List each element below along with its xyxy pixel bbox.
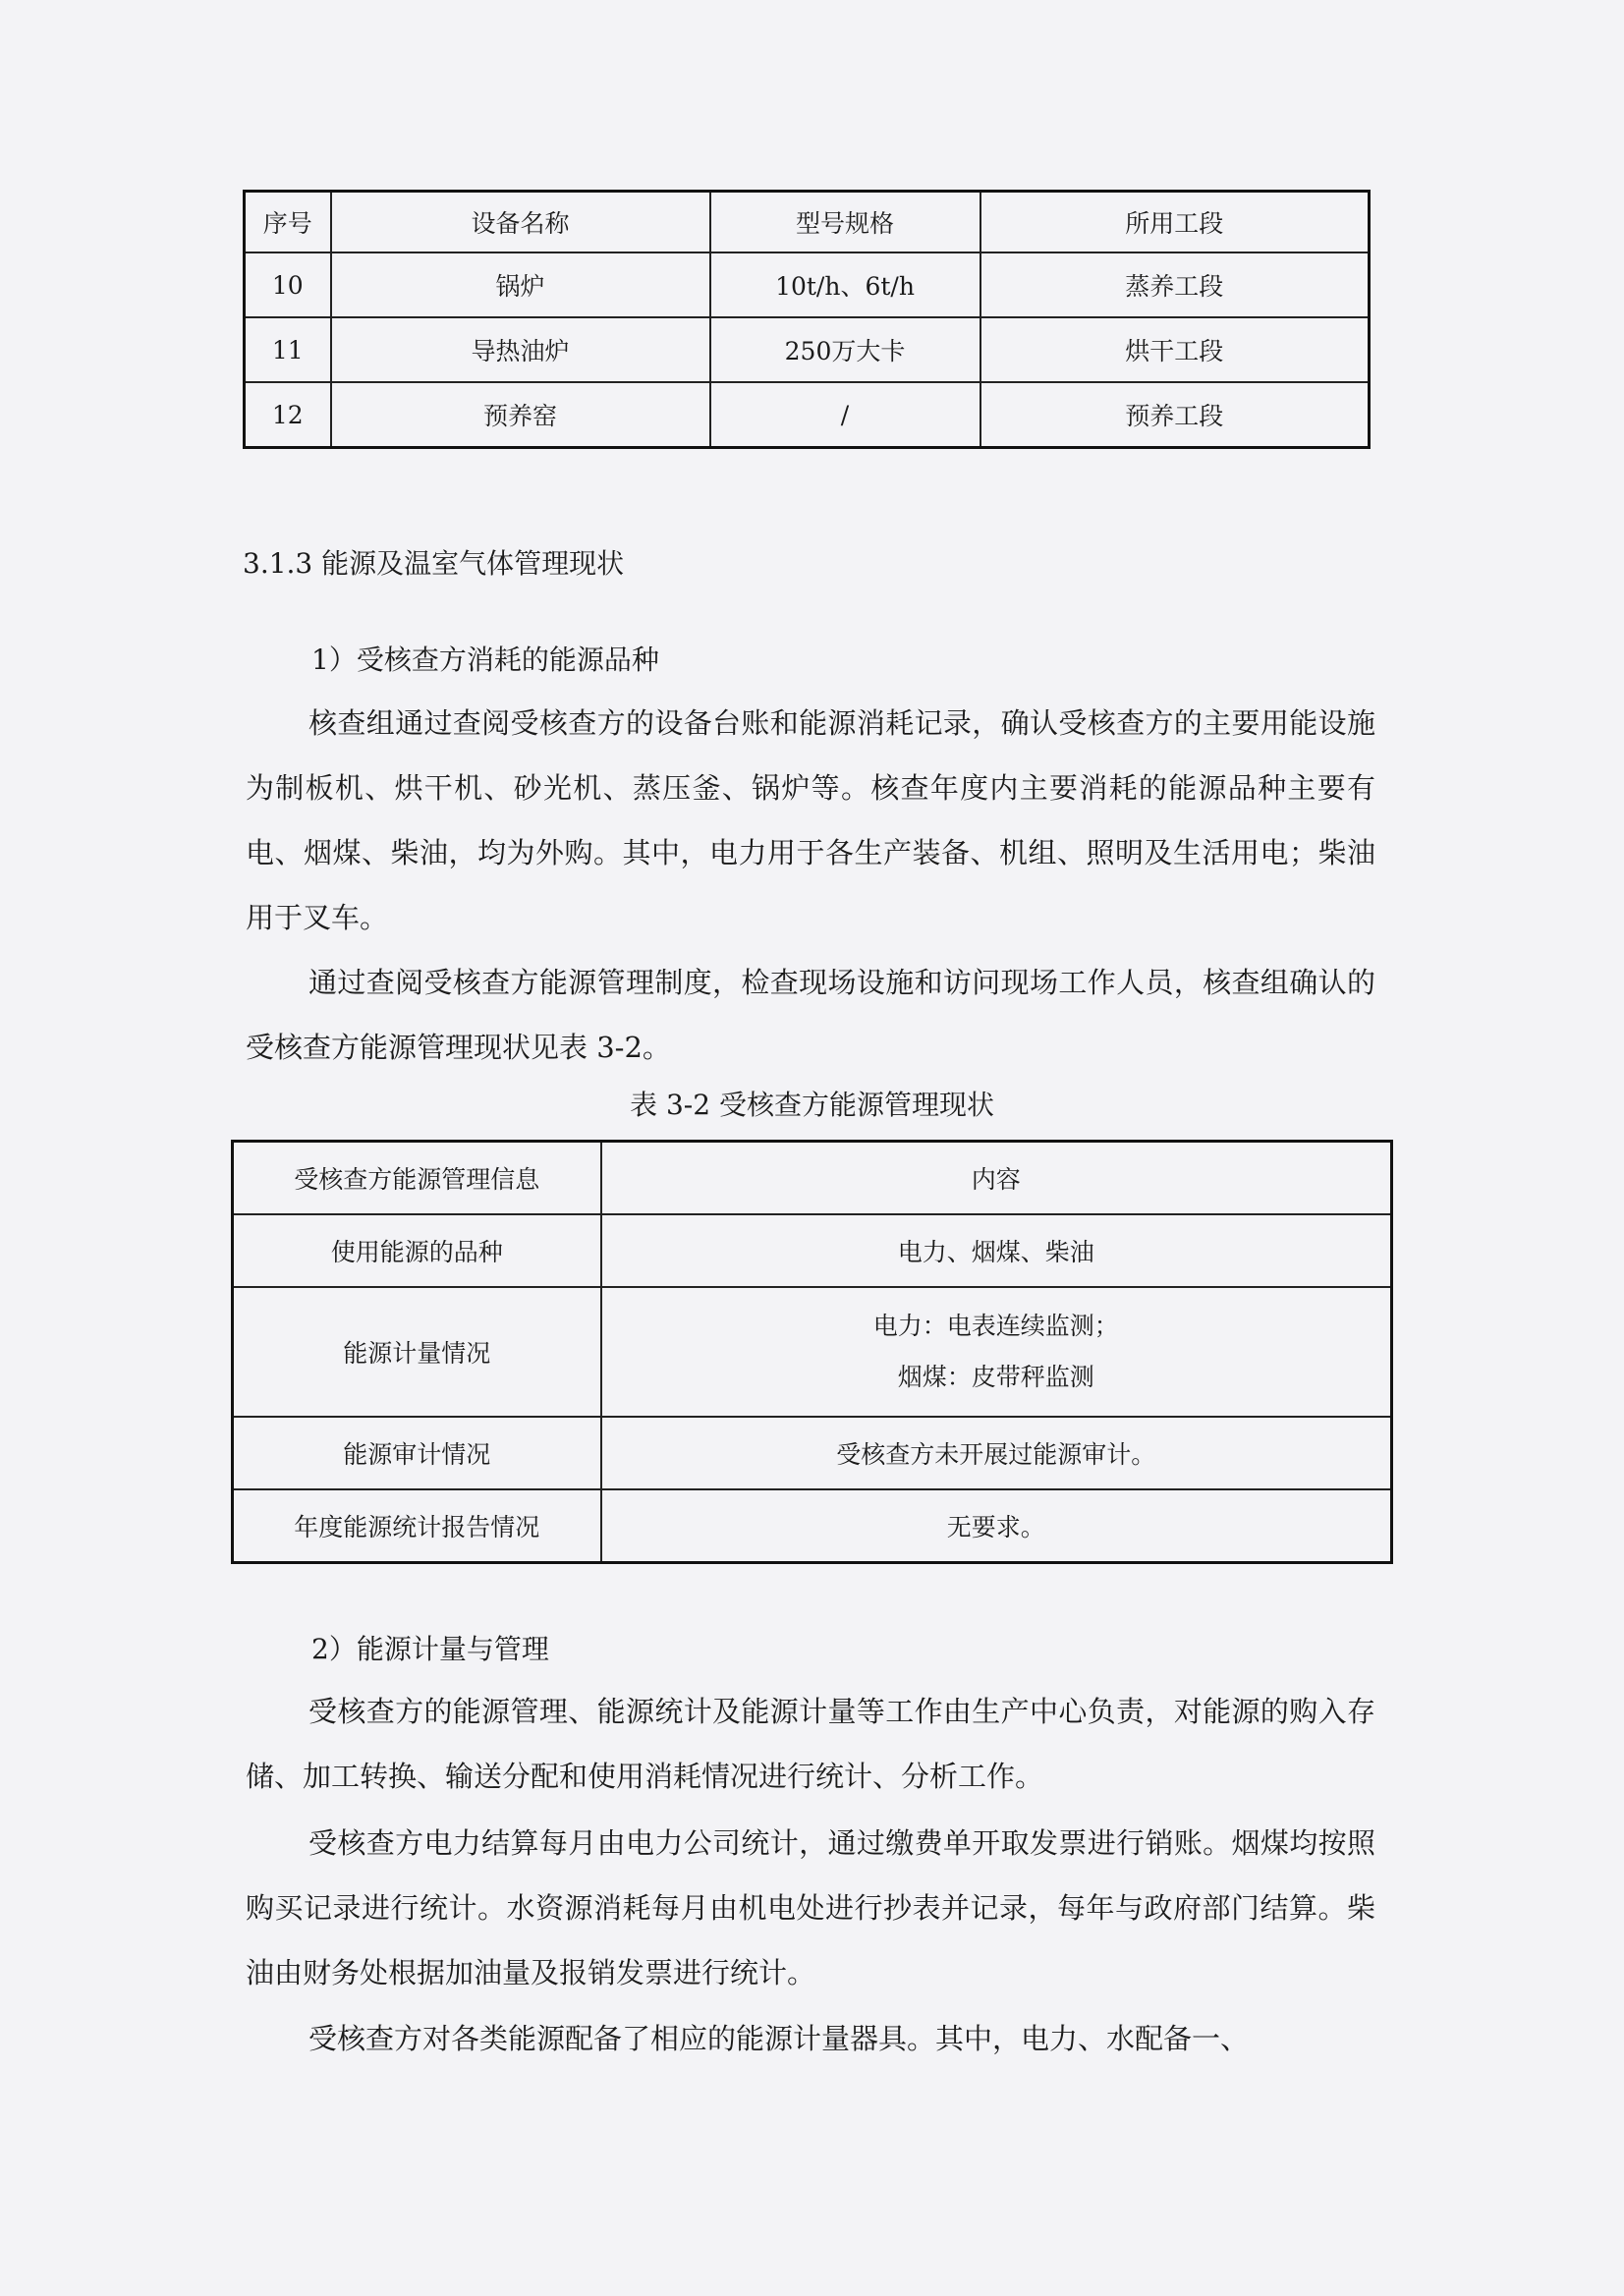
cell-line: 烟煤：皮带秤监测 [897,1363,1094,1391]
section-heading: 3.1.3 能源及温室气体管理现状 [243,547,625,580]
table-row [245,252,1370,317]
table-cell: 10t/h、6t/h [710,252,980,317]
table-row [233,1214,1392,1287]
paragraph: 通过查阅受核查方能源管理制度，检查现场设施和访问现场工作人员，核查组确认的受核查方能源管理现状见表 3-2。 [246,966,1375,1064]
cell-line: 电力：电表连续监测； [872,1312,1119,1340]
table-cell: 预养工段 [980,382,1370,448]
table-cell: 使用能源的品种 [233,1214,601,1287]
table-cell: 烘干工段 [980,317,1370,382]
table-cell: 电力、烟煤、柴油 [601,1214,1392,1287]
table-cell: 250万大卡 [710,317,980,382]
table-caption: 表 3-2 受核查方能源管理现状 [630,1089,994,1121]
table-cell: 预养窑 [331,382,710,448]
header-cell: 型号规格 [710,192,980,253]
table-cell: / [710,382,980,448]
paragraph: 受核查方对各类能源配备了相应的能源计量器具。其中，电力、水配备一、 [308,2022,1250,2055]
paragraph: 核查组通过查阅受核查方的设备台账和能源消耗记录，确认受核查方的主要用能设施为制板机、烘干机、砂光机、蒸压釜、锅炉等。核查年度内主要消耗的能源品种主要有电、烟煤、柴油，均为外购。其中，电力用于各生产装备、机组、照明及生活用电；柴油用于叉车。 [246,706,1375,934]
paragraph: 受核查方的能源管理、能源统计及能源计量等工作由生产中心负责，对能源的购入存储、加工转换、输送分配和使用消耗情况进行统计、分析工作。 [246,1695,1375,1793]
header-cell: 内容 [601,1142,1392,1215]
header-cell: 序号 [245,192,331,253]
table-cell: 锅炉 [331,252,710,317]
table-cell: 年度能源统计报告情况 [233,1489,601,1563]
subsection-heading: 2）能源计量与管理 [311,1633,549,1665]
table-cell: 受核查方未开展过能源审计。 [601,1417,1392,1489]
header-cell: 受核查方能源管理信息 [233,1142,601,1215]
table-row [233,1489,1392,1563]
equipment-table [243,190,1371,449]
table-cell: 蒸养工段 [980,252,1370,317]
energy-management-table [231,1140,1393,1564]
table-cell: 能源审计情况 [233,1417,601,1489]
table-row [245,382,1370,448]
subsection-heading: 1）受核查方消耗的能源品种 [311,644,659,676]
table-header-row [233,1142,1392,1215]
table-cell: 无要求。 [601,1489,1392,1563]
table-header-row [245,192,1370,253]
table-cell: 能源计量情况 [233,1287,601,1417]
table-cell: 导热油炉 [331,317,710,382]
table-cell: 11 [245,317,331,382]
paragraph: 受核查方电力结算每月由电力公司统计，通过缴费单开取发票进行销账。烟煤均按照购买记录进行统计。水资源消耗每月由机电处进行抄表并记录，每年与政府部门结算。柴油由财务处根据加油量及报销发票进行统计。 [246,1826,1375,1989]
table-cell: 12 [245,382,331,448]
table-row [233,1287,1392,1417]
table-row [245,317,1370,382]
header-cell: 设备名称 [331,192,710,253]
table-cell [601,1287,1392,1417]
table-row [233,1417,1392,1489]
header-cell: 所用工段 [980,192,1370,253]
table-cell: 10 [245,252,331,317]
